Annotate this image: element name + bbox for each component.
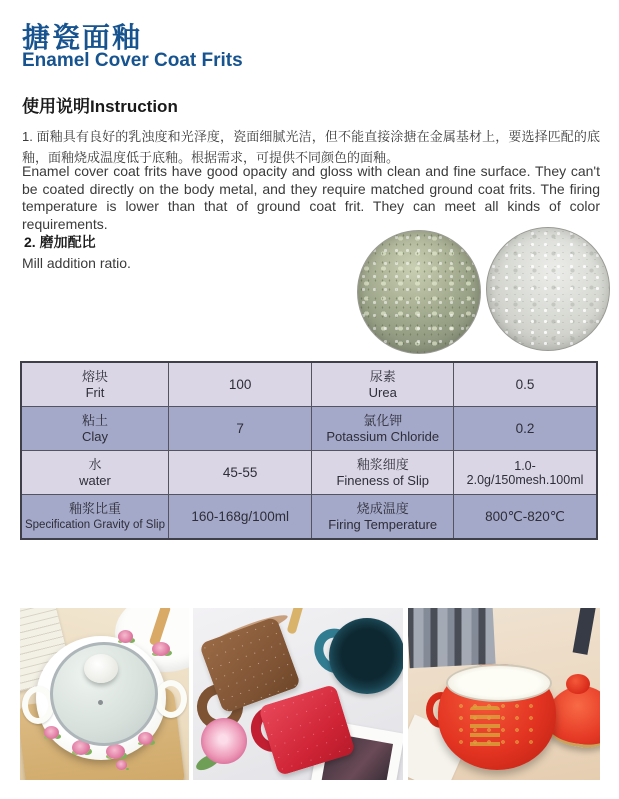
rose-decal — [152, 642, 170, 656]
water-label-en: water — [79, 472, 111, 488]
cell-firing-temp-label — [312, 495, 454, 540]
gold-character-decoration — [470, 706, 500, 750]
table-row — [21, 362, 597, 407]
frit-label-en: Frit — [85, 384, 105, 400]
red-pot-white-interior — [446, 664, 552, 702]
cell-water-value: 45-55 — [168, 451, 311, 495]
rose-decal — [118, 630, 133, 643]
window-background — [408, 608, 496, 668]
mill-ratio-heading-zh: 2. 磨加配比 — [24, 234, 96, 250]
cell-urea-value: 0.5 — [454, 362, 597, 407]
product-photo-red-pot — [408, 608, 600, 780]
page-title-en: Enamel Cover Coat Frits — [22, 50, 243, 71]
potassium-chloride-label-zh: 氯化钾 — [363, 412, 403, 428]
instruction-heading: 使用说明Instruction — [22, 97, 178, 116]
firing-temp-label-zh: 烧成温度 — [356, 500, 409, 516]
urea-label-zh: 尿素 — [369, 368, 396, 384]
chair-leg-background — [573, 608, 597, 655]
clay-label-en: Clay — [81, 428, 108, 444]
potassium-chloride-label-en: Potassium Chloride — [326, 428, 440, 444]
instruction-paragraph-zh: 1. 面釉具有良好的乳浊度和光泽度，瓷面细腻光洁，但不能直接涂搪在金属基材上，要选择匹配的底釉，面釉烧成温度低于底釉。根据需求，可提供不同颜色的面釉。 — [22, 129, 600, 165]
fineness-label-en: Fineness of Slip — [336, 472, 429, 488]
rose-decal — [106, 744, 125, 759]
frit-label-zh: 熔块 — [81, 368, 108, 384]
cell-firing-temp-value: 800℃-820℃ — [454, 495, 597, 540]
water-label-zh: 水 — [88, 456, 102, 472]
page-title-zh: 搪瓷面釉 — [22, 22, 143, 53]
rose-decal — [116, 760, 127, 770]
cell-fineness-label — [312, 451, 454, 495]
frit-powder-photo — [486, 227, 610, 351]
clay-label-zh: 粘土 — [81, 412, 108, 428]
cell-fineness-value: 1.0-2.0g/150mesh.100ml — [454, 451, 597, 495]
cell-frit-value: 100 — [168, 362, 311, 407]
lid-knob — [84, 654, 118, 683]
mill-ratio-heading-en: Mill addition ratio. — [22, 255, 131, 271]
cell-potassium-chloride-value: 0.2 — [454, 407, 597, 451]
cell-urea-label — [312, 362, 454, 407]
pink-rose — [201, 718, 247, 764]
frit-granules-photo — [357, 230, 481, 354]
cell-gravity-value: 160-168g/100ml — [168, 495, 311, 540]
rose-decal — [138, 732, 153, 745]
steam-hole — [98, 700, 103, 705]
teal-mug — [329, 618, 403, 694]
wooden-stick-prop — [286, 608, 304, 635]
ratio-table — [20, 361, 598, 540]
table-row — [21, 407, 597, 451]
urea-label-en: Urea — [368, 384, 397, 400]
cell-gravity-label — [21, 495, 168, 540]
gravity-label-zh: 釉浆比重 — [68, 500, 121, 516]
table-row — [21, 495, 597, 540]
red-pot-lid-knob — [566, 674, 590, 694]
firing-temp-label-en: Firing Temperature — [328, 516, 438, 532]
rose-decal — [44, 726, 59, 739]
product-photo-mugs — [193, 608, 403, 780]
fineness-label-zh: 釉浆细度 — [356, 456, 409, 472]
product-photo-floral-pot — [20, 608, 189, 780]
table-row — [21, 451, 597, 495]
cell-frit-label — [21, 362, 168, 407]
cell-clay-value: 7 — [168, 407, 311, 451]
gravity-label-en: Specification Gravity of Slip — [24, 518, 165, 531]
pot-handle-right — [155, 680, 187, 718]
cell-clay-label — [21, 407, 168, 451]
instruction-paragraph-en: Enamel cover coat frits have good opacity and gloss with clean and fine surface. They can't be coated directly on the body metal, and they require matched ground coat frits. The firing temperature is lower than that of ground coat frit. They can meet all kinds of color requirements. — [22, 163, 600, 232]
cell-water-label — [21, 451, 168, 495]
cell-potassium-chloride-label — [312, 407, 454, 451]
